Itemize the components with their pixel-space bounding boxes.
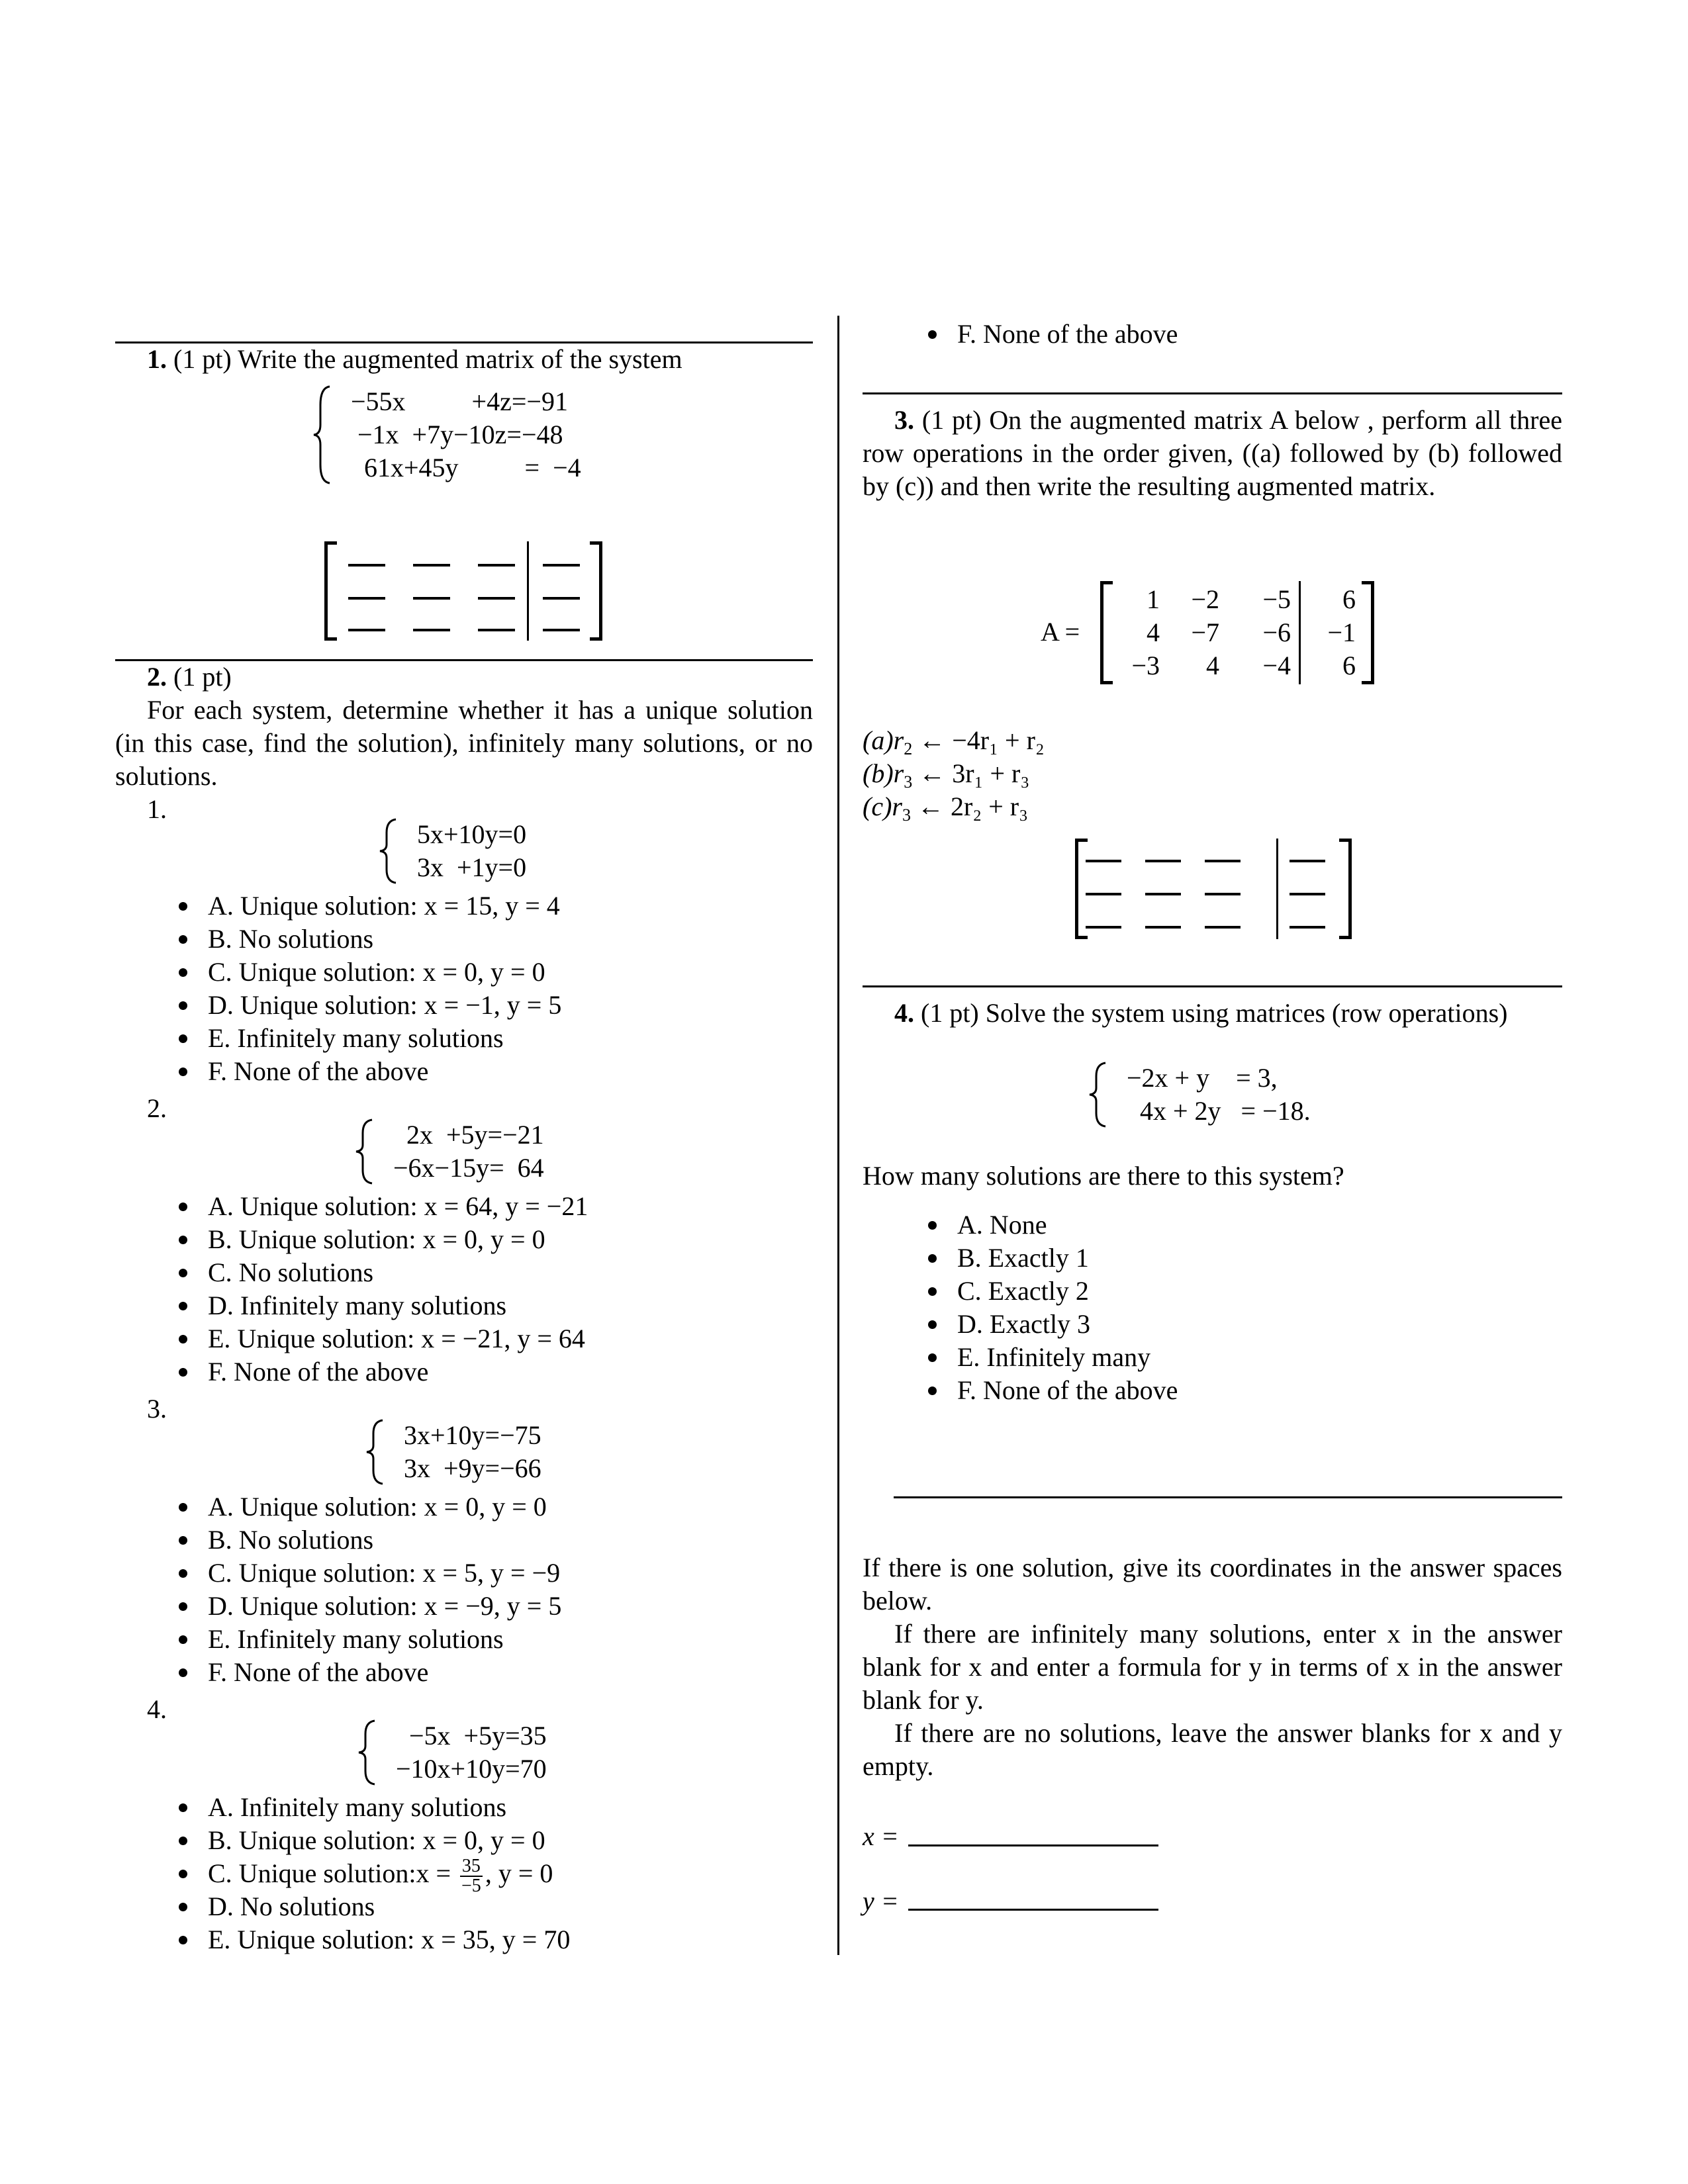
option-b[interactable]: B. Unique solution: x = 0, y = 0	[179, 1223, 588, 1256]
p2-part1-options	[179, 889, 561, 1088]
option-d[interactable]: D. Unique solution: x = −9, y = 5	[179, 1590, 561, 1623]
option-a[interactable]: A. None	[928, 1208, 1178, 1242]
option-e[interactable]: E. Infinitely many	[928, 1341, 1178, 1374]
right-bracket-icon	[1339, 839, 1352, 939]
problem-prompt: Solve the system using matrices (row operations)	[985, 998, 1508, 1028]
p2-part4-options-continued	[928, 318, 1178, 351]
answer-blank-r3c4[interactable]	[543, 629, 580, 631]
part-label: 3.	[147, 1394, 167, 1424]
answer-blank-r1c3[interactable]	[1205, 860, 1241, 862]
p1-answer-matrix	[324, 541, 602, 641]
matrix-label: A =	[1041, 617, 1080, 647]
x-answer-label: x =	[863, 1821, 899, 1851]
bullet-icon	[928, 1221, 937, 1230]
answer-blank-r2c4[interactable]	[543, 597, 580, 600]
matrix-cell: −2	[1191, 584, 1219, 614]
p2-part4-options	[179, 1791, 570, 1956]
problem-prompt: On the augmented matrix A below , perform all three row operations in the order given, ((a) followed by (b) followed by (c)) and then write the resulting augmented matrix.	[863, 405, 1562, 501]
bullet-icon	[928, 1353, 937, 1362]
answer-blank-r1c2[interactable]	[413, 564, 450, 567]
equation-row: 2x +5y=−21	[393, 1120, 544, 1150]
option-e[interactable]: E. Infinitely many solutions	[179, 1623, 561, 1656]
p2-part4-system	[357, 1719, 547, 1786]
bullet-icon	[179, 902, 187, 911]
matrix-cell: 1	[1147, 584, 1160, 614]
x-answer-field[interactable]	[908, 1844, 1158, 1846]
problem-number: 4.	[894, 998, 914, 1028]
equation-row: 3x +9y=−66	[404, 1453, 541, 1483]
p2-part1-system	[379, 818, 526, 884]
matrix-cell: −5	[1262, 584, 1291, 614]
answer-blank-r3c1[interactable]	[1086, 926, 1121, 929]
bullet-icon	[179, 935, 187, 944]
bullet-icon	[179, 1335, 187, 1343]
option-f[interactable]: F. None of the above	[179, 1055, 561, 1088]
bullet-icon	[179, 1602, 187, 1611]
p2-part2-options	[179, 1190, 588, 1388]
equation-row: −6x−15y= 64	[393, 1153, 544, 1183]
p4-system	[1088, 1062, 1311, 1128]
part-label: 4.	[147, 1694, 167, 1724]
answer-blank-r2c1[interactable]	[348, 597, 385, 600]
equation-row: 4x + 2y = −18.	[1127, 1096, 1311, 1126]
matrix-cell: 4	[1147, 617, 1160, 647]
equation-row: −55x +4z=−91	[351, 387, 568, 416]
option-a[interactable]: A. Unique solution: x = 64, y = −21	[179, 1190, 588, 1223]
equation-row: 3x +1y=0	[417, 852, 527, 882]
matrix-cell: 6	[1342, 651, 1356, 680]
p4-instruction-3: If there are no solutions, leave the answer blanks for x and y empty.	[863, 1718, 1562, 1781]
problem-2-heading	[115, 660, 845, 694]
option-e[interactable]: E. Unique solution: x = 35, y = 70	[179, 1923, 570, 1956]
rule-p3-top	[863, 392, 1562, 394]
equation-row: −5x +5y=35	[396, 1721, 547, 1751]
right-bracket-icon	[590, 541, 602, 641]
answer-blank-r3c2[interactable]	[1145, 926, 1181, 929]
answer-blank-r3c3[interactable]	[1205, 926, 1241, 929]
option-e[interactable]: E. Unique solution: x = −21, y = 64	[179, 1322, 588, 1355]
row-operation-b: $(b)r_3$ ← 3r₁ + r₃	[863, 758, 1030, 792]
answer-blank-r2c3[interactable]	[1205, 893, 1241, 895]
bullet-icon	[179, 1203, 187, 1211]
left-brace-icon	[365, 1419, 385, 1485]
bullet-icon	[179, 1569, 187, 1578]
option-b[interactable]: B. Exactly 1	[928, 1242, 1178, 1275]
answer-blank-r3c3[interactable]	[478, 629, 515, 631]
answer-blank-r1c4[interactable]	[543, 564, 580, 567]
answer-blank-r2c4[interactable]	[1289, 893, 1325, 895]
option-b[interactable]: B. No solutions	[179, 923, 561, 956]
p4-options	[928, 1208, 1178, 1407]
option-d[interactable]: D. No solutions	[179, 1890, 570, 1923]
answer-blank-r2c1[interactable]	[1086, 893, 1121, 895]
right-bracket-icon	[1362, 581, 1374, 684]
bullet-icon	[179, 1034, 187, 1043]
matrix-cell: −7	[1191, 617, 1219, 647]
equation-row: 61x+45y = −4	[351, 453, 581, 482]
p2-part2-system	[355, 1118, 544, 1185]
problem-points: (1 pt)	[173, 662, 232, 692]
bullet-icon	[179, 1236, 187, 1244]
bullet-icon	[928, 330, 937, 339]
p4-instruction-1: If there is one solution, give its coordinates in the answer spaces below.	[863, 1553, 1562, 1615]
bullet-icon	[179, 1668, 187, 1677]
row-operations	[863, 724, 1045, 823]
left-bracket-icon	[324, 541, 337, 641]
y-answer-field[interactable]	[908, 1909, 1158, 1911]
option-c[interactable]: C. No solutions	[179, 1256, 588, 1289]
answer-blank-r2c2[interactable]	[1145, 893, 1181, 895]
augment-bar	[1276, 839, 1278, 939]
answer-blank-r1c3[interactable]	[478, 564, 515, 567]
column-divider	[837, 316, 839, 1955]
option-c[interactable]: C. Exactly 2	[928, 1275, 1178, 1308]
p4-instruction-2: If there are infinitely many solutions, enter x in the answer blank for x and enter a formula for y in terms of x in the answer blank for y.	[863, 1619, 1562, 1715]
matrix-cell: 4	[1206, 651, 1219, 680]
bullet-icon	[179, 1803, 187, 1812]
option-a[interactable]: A. Unique solution: x = 15, y = 4	[179, 889, 561, 923]
answer-blank-r1c1[interactable]	[1086, 860, 1121, 862]
bullet-icon	[179, 1635, 187, 1644]
option-f[interactable]: F. None of the above	[928, 1374, 1178, 1407]
left-brace-icon	[379, 818, 399, 884]
augment-bar	[1299, 581, 1301, 684]
p1-system	[312, 385, 581, 484]
option-f[interactable]: F. None of the above	[179, 1656, 561, 1689]
option-f[interactable]: F. None of the above	[179, 1355, 588, 1388]
problem-points: (1 pt)	[921, 998, 979, 1028]
option-a[interactable]: A. Infinitely many solutions	[179, 1791, 570, 1824]
part-label: 1.	[147, 794, 167, 824]
problem-number: 1.	[147, 344, 167, 374]
y-answer-label: y =	[863, 1886, 899, 1916]
matrix-cell: 6	[1342, 584, 1356, 614]
answer-blank-r1c2[interactable]	[1145, 860, 1181, 862]
bullet-icon	[179, 1068, 187, 1076]
bullet-icon	[928, 1387, 937, 1395]
matrix-cell: −1	[1327, 617, 1356, 647]
problem-points: (1 pt)	[173, 344, 232, 374]
answer-blank-r3c1[interactable]	[348, 629, 385, 631]
bullet-icon	[928, 1254, 937, 1263]
answer-blank-r1c4[interactable]	[1289, 860, 1325, 862]
augment-bar	[527, 541, 529, 641]
p3-matrix-a	[1100, 581, 1374, 684]
problem-4-heading	[863, 997, 1594, 1030]
bullet-icon	[179, 1503, 187, 1512]
p3-answer-matrix	[1075, 839, 1352, 939]
bullet-icon	[928, 1287, 937, 1296]
left-bracket-icon	[1075, 839, 1088, 939]
rule-p4-separator	[894, 1496, 1562, 1498]
p2-part3-system	[365, 1419, 541, 1485]
left-brace-icon	[355, 1118, 375, 1185]
row-operation-c: $(c)r_3$ ← 2r₂ + r₃	[863, 792, 1029, 825]
option-e[interactable]: E. Infinitely many solutions	[179, 1022, 561, 1055]
option-c[interactable]: C. Unique solution: x = 5, y = −9	[179, 1557, 561, 1590]
problem-number: 3.	[894, 405, 914, 435]
left-bracket-icon	[1100, 581, 1113, 684]
p2-part3-options	[179, 1490, 561, 1689]
option-b[interactable]: B. No solutions	[179, 1524, 561, 1557]
answer-blank-r2c3[interactable]	[478, 597, 515, 600]
bullet-icon	[179, 968, 187, 977]
option-c[interactable]: C. Unique solution:x = $\frac{35}{-5}$ , y = 0	[179, 1857, 570, 1890]
left-brace-icon	[1088, 1062, 1108, 1128]
option-c[interactable]: C. Unique solution: x = 0, y = 0	[179, 956, 561, 989]
answer-blank-r3c4[interactable]	[1289, 926, 1325, 929]
problem-1-heading	[115, 343, 845, 376]
bullet-icon	[179, 1001, 187, 1010]
rule-p4-top	[863, 985, 1562, 987]
bullet-icon	[179, 1936, 187, 1944]
part-label: 2.	[147, 1093, 167, 1123]
problem-prompt: Write the augmented matrix of the system	[238, 344, 682, 374]
equation-row: 5x+10y=0	[417, 819, 527, 849]
bullet-icon	[928, 1320, 937, 1329]
left-brace-icon	[312, 385, 332, 484]
option-a[interactable]: A. Unique solution: x = 0, y = 0	[179, 1490, 561, 1524]
bullet-icon	[179, 1302, 187, 1310]
row-operation-a: $(a)r_2$ ← −4r₁ + r₂	[863, 725, 1045, 758]
answer-blank-r1c1[interactable]	[348, 564, 385, 567]
equation-row: −2x + y = 3,	[1127, 1063, 1278, 1093]
equation-row: 3x+10y=−75	[404, 1420, 541, 1450]
equation-row: −1x +7y−10z=−48	[351, 420, 563, 449]
matrix-cell: −3	[1131, 651, 1160, 680]
bullet-icon	[179, 1269, 187, 1277]
p4-question: How many solutions are there to this system?	[863, 1161, 1344, 1191]
option-d[interactable]: D. Unique solution: x = −1, y = 5	[179, 989, 561, 1022]
left-brace-icon	[357, 1719, 377, 1786]
problem-number: 2.	[147, 662, 167, 692]
bullet-icon	[179, 1837, 187, 1845]
matrix-cell: −4	[1262, 651, 1291, 680]
option-f[interactable]: F. None of the above	[928, 318, 1178, 351]
bullet-icon	[179, 1903, 187, 1911]
bullet-icon	[179, 1870, 187, 1878]
equation-row: −10x+10y=70	[396, 1754, 547, 1784]
answer-blank-r2c2[interactable]	[413, 597, 450, 600]
bullet-icon	[179, 1368, 187, 1377]
problem-2-prompt: For each system, determine whether it has a unique solution (in this case, find the solution), infinitely many solutions, or no solutions.	[115, 695, 813, 791]
option-d[interactable]: D. Infinitely many solutions	[179, 1289, 588, 1322]
option-d[interactable]: D. Exactly 3	[928, 1308, 1178, 1341]
problem-3-heading	[863, 404, 1562, 503]
problem-points: (1 pt)	[921, 405, 982, 435]
answer-blank-r3c2[interactable]	[413, 629, 450, 631]
option-b[interactable]: B. Unique solution: x = 0, y = 0	[179, 1824, 570, 1857]
bullet-icon	[179, 1536, 187, 1545]
fraction: $\frac{35}{-5}$	[461, 1856, 481, 1896]
matrix-cell: −6	[1262, 617, 1291, 647]
